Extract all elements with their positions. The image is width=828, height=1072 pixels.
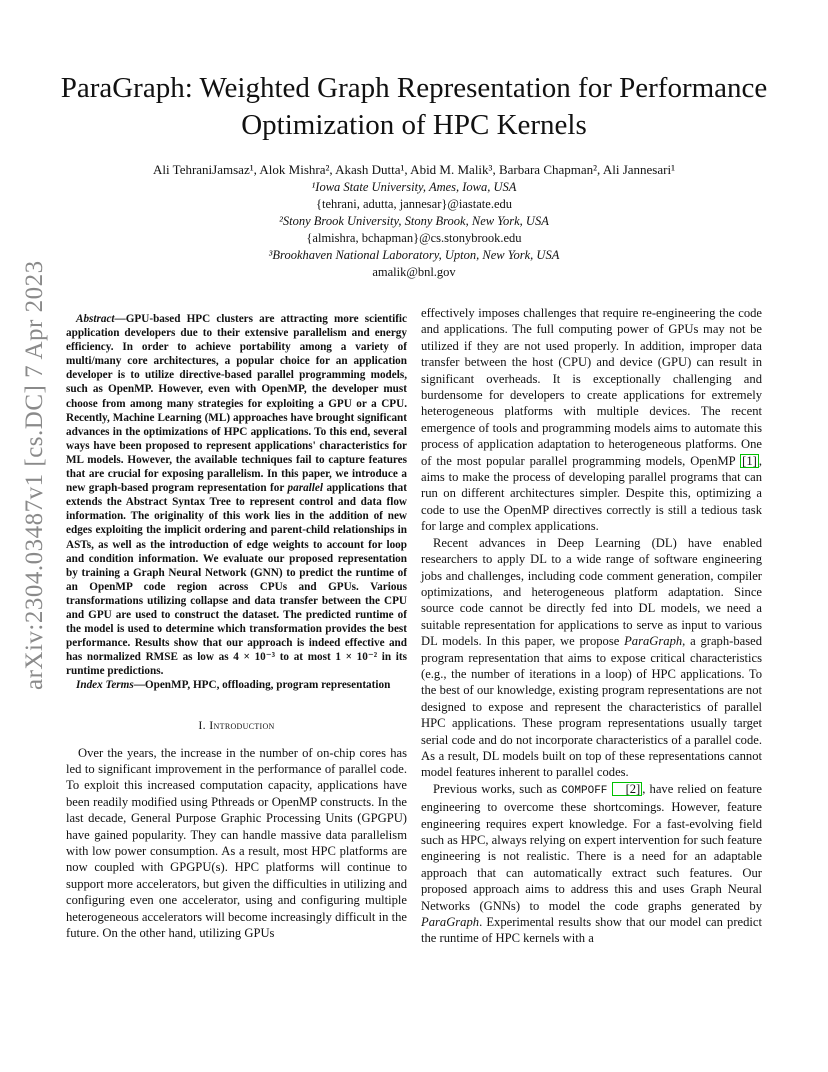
section-title: Introduction [209, 717, 275, 732]
affiliation-line: ³Brookhaven National Laboratory, Upton, New York, USA [268, 248, 560, 262]
tool-name: COMPOFF [561, 784, 608, 797]
index-terms-label: Index Terms [76, 679, 134, 692]
body-paragraph [421, 781, 762, 947]
citation-link[interactable]: [1] [742, 453, 757, 468]
affiliation-line: ²Stony Brook University, Stony Brook, New York, USA [279, 214, 549, 228]
para-text: , a graph-based program representation that aims to expose critical characteristics (e.g., the number of iterations in a loop) of HPC applications. To the best of our knowledge, existing program representations are not designed to expose and represent the characteristics of parallel HPC applications. These program representations usually target serial code and do not incorporate characteristics of a parallel code. As a result, DL models built on top of these representations cannot model features inherent to parallel codes. [421, 634, 762, 780]
para-text: effectively imposes challenges that require re-engineering the code and applications. The full computing power of GPUs may not be utilized if they are not used properly. In addition, improper data transfer between the host (CPU) and device (GPU) can result in significant overheads. It is exceptionally challenging and burdensome for developers to create applications for extremely heterogeneous platforms with multiple devices. The recent emergence of tools and programming models aims to automate this process of application adaptation to heterogeneous platforms. One of the most popular parallel programming models, OpenMP [421, 306, 762, 468]
abstract-text: applications that extends the Abstract Syntax Tree to represent control and data flow information. The originality of this work lies in the addition of new edges exploiting the implicit ordering and parent-child relationships in ASTs, as well as the introduction of edge weights to account for loop and condition information. We evaluate our proposed representation by training a Graph Neural Network (GNN) to predict the runtime of an OpenMP code region across CPUs and GPUs. Various transformations utilizing collapse and data transfer between the CPU and GPU are used to construct the dataset. The predicted runtime of the model is used to determine which transformation provides the best performance. Results show that our approach is indeed effective and has normalized RMSE as low as 4 × 10⁻³ to at most 1 × 10⁻² in its runtime predictions. [66, 482, 407, 678]
affiliations [80, 179, 748, 281]
left-column [66, 305, 407, 941]
body-paragraph [421, 535, 762, 781]
author-list: Ali TehraniJamsaz¹, Alok Mishra², Akash Dutta¹, Abid M. Malik³, Barbara Chapman², Ali Jannesari¹ [153, 162, 675, 177]
para-text: . Experimental results show that our model can predict the runtime of HPC kernels with a [421, 915, 762, 946]
section-number: I. [198, 717, 206, 732]
right-column [421, 305, 762, 947]
abstract [66, 312, 407, 678]
body-paragraph: Over the years, the increase in the number of on-chip cores has led to significant improvement in the performance of parallel code. To exploit this increased computation capacity, applications have been readily modified using Pthreads or OpenMP constructs. In the last decade, General Purpose Graphic Processing Units (GPGPU) have gained popularity. They can handle massive data parallelism with low power consumption. As a result, most HPC platforms are now coupled with GPGPU(s). HPC platforms will continue to support more accelerators, but given the difficulties in utilizing and configuring even one accelerator, using and configuring multiple heterogeneous accelerators will become increasingly difficult in the future. On the other hand, utilizing GPUs [66, 745, 407, 940]
abstract-text: —GPU-based HPC clusters are attracting more scientific application developers due to their extensive parallelism and energy efficiency. In order to achieve portability among a variety of multi/many core architectures, a popular choice for an application developer is to utilize directive-based parallel programming models, such as OpenMP. However, even with OpenMP, the developer must choose from among many strategies for exploiting a GPU or a CPU. Recently, Machine Learning (ML) approaches have brought significant advances in the optimizations of HPC applications. To this end, several ways have been proposed to represent applications' characteristics for ML models. However, the available techniques fail to capture features that are crucial for exposing parallelism. In this paper, we introduce a new graph-based program representation for [66, 313, 407, 495]
affiliation-line: ¹Iowa State University, Ames, Iowa, USA [311, 180, 517, 194]
email-line: {almishra, bchapman}@cs.stonybrook.edu [306, 231, 522, 245]
email-line: amalik@bnl.gov [372, 265, 456, 279]
arxiv-stamp: arXiv:2304.03487v1 [cs.DC] 7 Apr 2023 [21, 260, 48, 690]
abstract-label: Abstract [76, 313, 115, 325]
body-paragraph [421, 305, 762, 535]
paragraph-name: ParaGraph [421, 915, 480, 930]
paper-title: ParaGraph: Weighted Graph Representation for Performance Optimization of HPC Kernels [60, 72, 768, 141]
para-text: , aims to make the process of developing parallel programs that can run on different architectures simpler. Despite this, optimizing a code to use the OpenMP directives correctly is still a tedious task for large and complex applications. [421, 453, 762, 534]
index-terms-text: —OpenMP, HPC, offloading, program representation [133, 679, 391, 692]
email-line: {tehrani, adutta, jannesar}@iastate.edu [315, 197, 512, 211]
para-text: Previous works, such as [433, 781, 562, 796]
paragraph-name: ParaGraph [624, 634, 683, 649]
section-heading [66, 718, 407, 733]
index-terms [66, 678, 407, 692]
para-text: Recent advances in Deep Learning (DL) have enabled researchers to apply DL to a wide range of software engineering jobs and challenges, including code comment generation, compiler optimizations, and heterogeneous platform adaptation. Since source code cannot be directly fed into DL models, we need a suitable representation for applications to serve as input to various DL models. In this paper, we propose [421, 535, 762, 649]
para-text: , have relied on feature engineering to overcome these shortcomings. However, feature engineering requires expert knowledge. For a fast-evolving field such as HPC, always relying on expert intervention for such feature engineering is not realistic. There is a need for an adaptable approach that can automatically extract such features. Our proposed approach aims to address this and uses Graph Neural Networks (GNNs) to model the code graphs generated by [421, 781, 762, 913]
citation-link[interactable]: [2] [612, 782, 643, 796]
abstract-italic: parallel [287, 482, 323, 495]
